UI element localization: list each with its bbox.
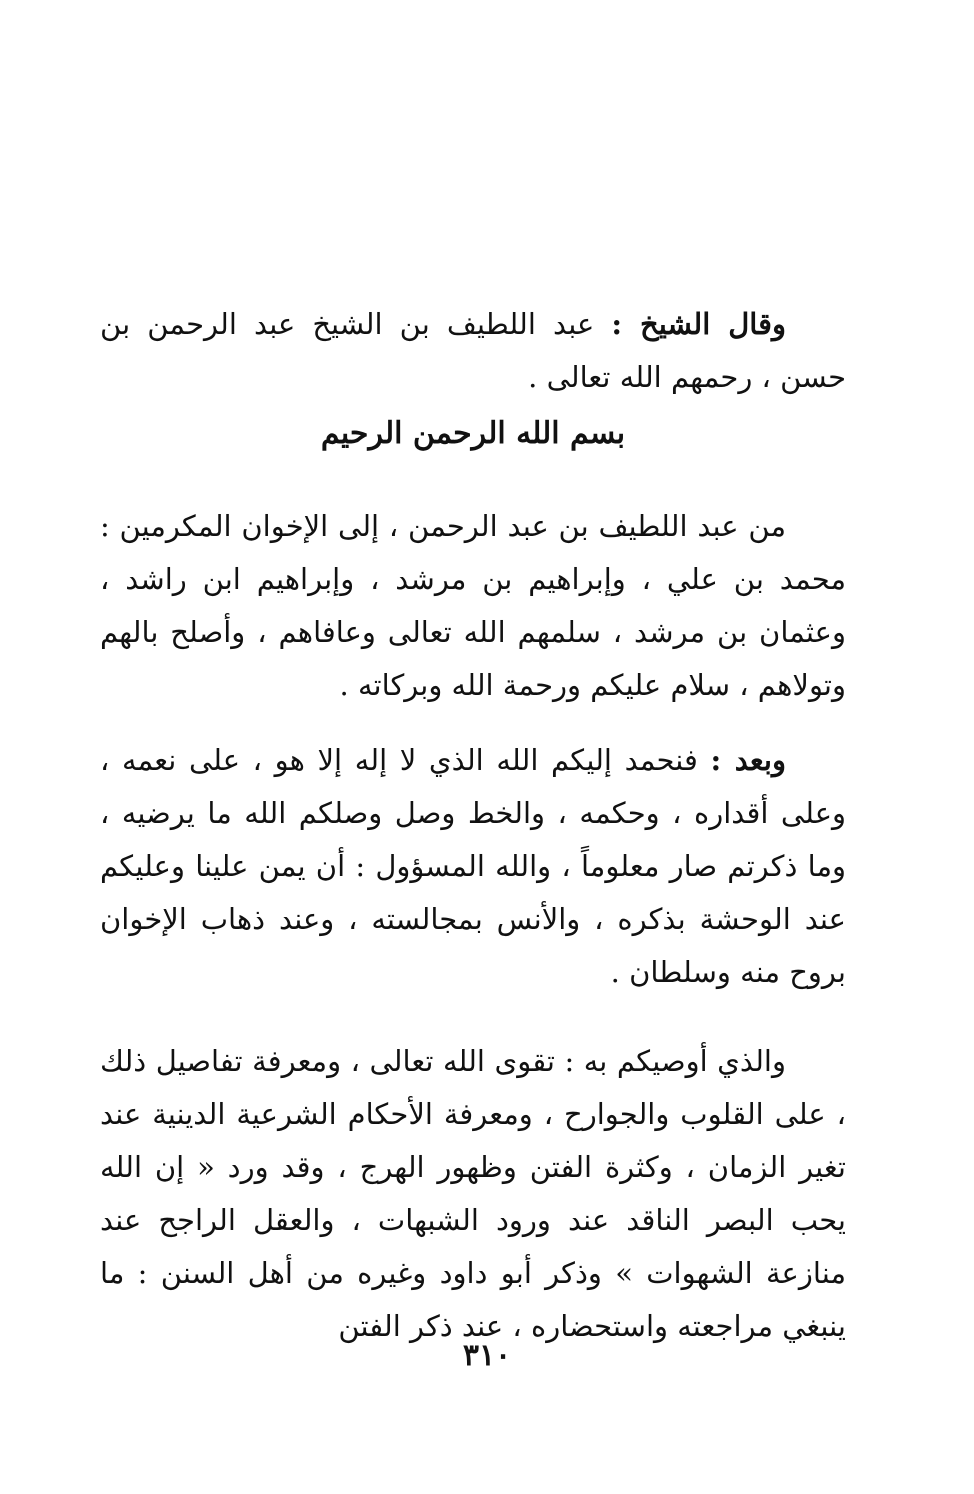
- intro-lead: وقال الشيخ :: [611, 307, 787, 341]
- paragraph-advice: [100, 1035, 846, 1353]
- paragraph-greeting: [100, 500, 846, 712]
- page-number: ٣١٠: [462, 1338, 512, 1373]
- basmala-heading: بسم الله الرحمن الرحيم: [320, 416, 626, 451]
- intro-text: عبد اللطيف بن الشيخ عبد الرحمن بن حسن ، رحمهم الله تعالى .: [100, 307, 846, 394]
- intro-paragraph: [100, 298, 846, 404]
- paragraph-praise-lead: وبعد :: [710, 743, 786, 777]
- paragraph-advice-text: والذي أوصيكم به : تقوى الله تعالى ، ومعرفة تفاصيل ذلك ، على القلوب والجوارح ، ومعرفة الأحكام الشرعية الدينية عند تغير الزمان ، وكثرة الفتن وظهور الهرج ، وقد ورد « إن الله يحب البصر الناقد عند ورود الشبهات ، والعقل الراجح عند منازعة الشهوات » وذكر أبو داود وغيره من أهل السنن : ما ينبغي مراجعته واستحضاره ، عند ذكر الفتن: [100, 1044, 846, 1343]
- paragraph-praise-text: فنحمد إليكم الله الذي لا إله إلا هو ، على نعمه ، وعلى أقداره ، وحكمه ، والخط وصل وصلكم الله ما يرضيه ، وما ذكرتم صار معلوماً ، والله المسؤول : أن يمن علينا وعليكم عند الوحشة بذكره ، والأنس بمجالسته ، وعند ذهاب الإخوان بروح منه وسلطان .: [100, 743, 846, 989]
- paragraph-praise: [100, 734, 846, 999]
- paragraph-greeting-text: من عبد اللطيف بن عبد الرحمن ، إلى الإخوان المكرمين : محمد بن علي ، وإبراهيم بن مرشد ، وإبراهيم ابن راشد ، وعثمان بن مرشد ، سلمهم الله تعالى وعافاهم ، وأصلح بالهم وتولاهم ، سلام عليكم ورحمة الله وبركاته .: [100, 509, 846, 702]
- page-body: [100, 298, 846, 1353]
